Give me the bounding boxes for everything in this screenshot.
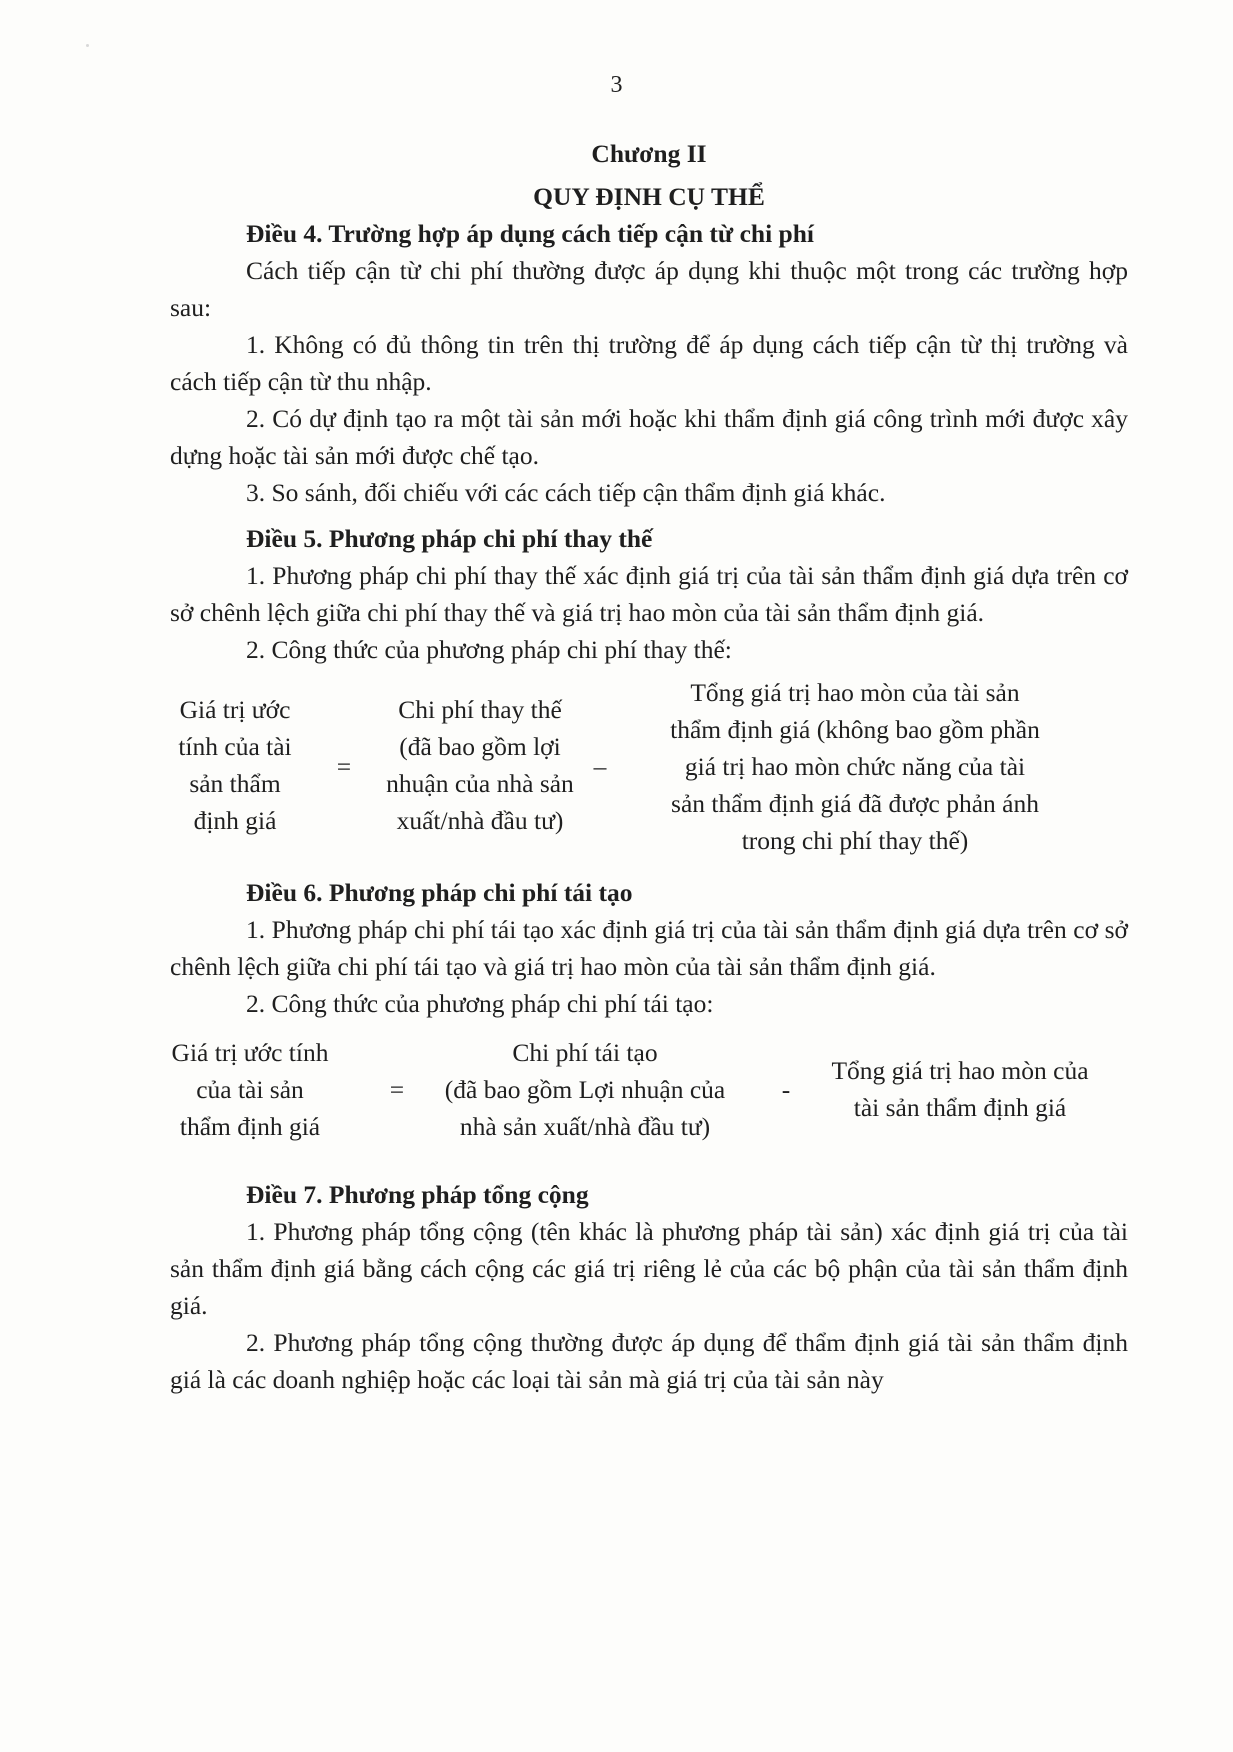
formula-equals-sign: =: [389, 1075, 405, 1104]
article-6-paragraph-2: 2. Công thức của phương pháp chi phí tái tạo:: [246, 989, 714, 1018]
formula-total-depreciation: Tổng giá trị hao mòn của tài sản thẩm định giá: [831, 1056, 1089, 1122]
article-4-item-2: 2. Có dự định tạo ra một tài sản mới hoặc khi thẩm định giá công trình mới được xây dựng hoặc tài sản mới được chế tạo.: [170, 404, 1128, 470]
article-7-heading: Điều 7. Phương pháp tổng cộng: [246, 1180, 589, 1209]
page-content: [170, 135, 1128, 1398]
article-5-paragraph-1: 1. Phương pháp chi phí thay thế xác định giá trị của tài sản thẩm định giá dựa trên cơ sở chênh lệch giữa chi phí thay thế và giá trị hao mòn của tài sản thẩm định giá.: [170, 561, 1128, 627]
article-5-paragraph-2: 2. Công thức của phương pháp chi phí thay thế:: [246, 635, 732, 664]
formula-replacement-cost: Chi phí thay thế (đã bao gồm lợi nhuận của nhà sản xuất/nhà đầu tư): [386, 695, 574, 835]
article-6-heading: Điều 6. Phương pháp chi phí tái tạo: [246, 878, 633, 907]
page-number: 3: [610, 72, 623, 98]
formula-equals-sign: =: [336, 752, 352, 781]
article-4-intro: Cách tiếp cận từ chi phí thường được áp dụng khi thuộc một trong các trường hợp sau:: [170, 256, 1128, 322]
formula-estimated-value: Giá trị ước tính của tài sản thẩm định giá: [178, 695, 292, 835]
article-7-paragraph-2: 2. Phương pháp tổng cộng thường được áp dụng để thẩm định giá tài sản thẩm định giá là các doanh nghiệp hoặc các loại tài sản mà giá trị của tài sản này: [170, 1328, 1128, 1394]
scan-speck: [86, 44, 89, 47]
article-4-heading: Điều 4. Trường hợp áp dụng cách tiếp cận từ chi phí: [246, 219, 815, 248]
article-5-heading: Điều 5. Phương pháp chi phí thay thế: [246, 524, 653, 553]
formula-minus-sign: –: [593, 752, 607, 781]
chapter-title: QUY ĐỊNH CỤ THỂ: [533, 182, 765, 211]
article-4-item-3: 3. So sánh, đối chiếu với các cách tiếp cận thẩm định giá khác.: [246, 478, 886, 507]
article-4-item-1: 1. Không có đủ thông tin trên thị trường để áp dụng cách tiếp cận từ thị trường và cách tiếp cận từ thu nhập.: [170, 330, 1128, 396]
replacement-cost-formula: [170, 674, 1128, 870]
formula-estimated-value: Giá trị ước tính của tài sản thẩm định giá: [171, 1038, 329, 1141]
formula-minus-sign: -: [781, 1075, 791, 1104]
chapter-label: Chương II: [591, 139, 707, 168]
formula-reproduction-cost: Chi phí tái tạo (đã bao gồm Lợi nhuận của nhà sản xuất/nhà đầu tư): [444, 1038, 726, 1141]
reproduction-cost-formula: [170, 1034, 1128, 1174]
formula-total-depreciation: Tổng giá trị hao mòn của tài sản thẩm định giá (không bao gồm phần giá trị hao mòn chức năng của tài sản thẩm định giá đã được phản ánh trong chi phí thay thế): [670, 678, 1040, 855]
article-6-paragraph-1: 1. Phương pháp chi phí tái tạo xác định giá trị của tài sản thẩm định giá dựa trên cơ sở chênh lệch giữa chi phí tái tạo và giá trị hao mòn của tài sản thẩm định giá.: [170, 915, 1128, 981]
article-7-paragraph-1: 1. Phương pháp tổng cộng (tên khác là phương pháp tài sản) xác định giá trị của tài sản thẩm định giá bằng cách cộng các giá trị riêng lẻ của các bộ phận của tài sản thẩm định giá.: [170, 1217, 1128, 1320]
